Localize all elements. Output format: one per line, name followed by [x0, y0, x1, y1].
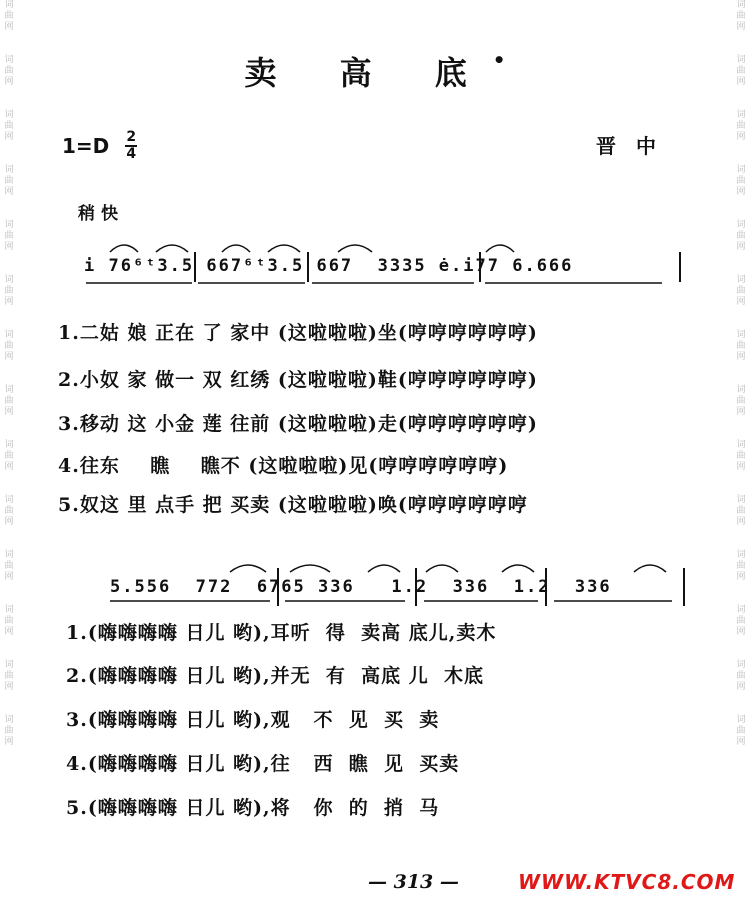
watermark-char: 词: [736, 550, 746, 560]
tempo-marking: 稍快: [78, 204, 124, 224]
watermark-char: 曲: [4, 66, 14, 76]
watermark-char: 曲: [4, 286, 14, 296]
watermark-char: 曲: [736, 396, 746, 406]
watermark-char: 网: [4, 407, 14, 417]
notation-line-2: 5.556 772 6765 336 1.2 336 1.2 336: [110, 577, 612, 597]
page-number: — 313 —: [368, 871, 459, 893]
watermark-char: 曲: [4, 11, 14, 21]
watermark-char: 网: [4, 297, 14, 307]
notation-line-1: i 76⁶ᵗ3.5 667⁶ᵗ3.5 667 3335 ė.i77 6.666: [84, 256, 574, 276]
watermark-char: 曲: [736, 726, 746, 736]
watermark-char: 词: [4, 605, 14, 615]
watermark-char: 词: [4, 440, 14, 450]
watermark-char: 网: [4, 242, 14, 252]
watermark-char: 曲: [736, 671, 746, 681]
watermark-char: 词: [736, 385, 746, 395]
slur: [222, 245, 250, 252]
slur: [230, 565, 266, 572]
watermark-char: 词: [736, 605, 746, 615]
watermark-char: 网: [736, 22, 746, 32]
watermark-char: 网: [736, 462, 746, 472]
watermark-char: 词: [736, 275, 746, 285]
watermark-char: 词: [4, 715, 14, 725]
watermark-char: 曲: [4, 616, 14, 626]
slur: [110, 245, 138, 252]
watermark-char: 词: [736, 660, 746, 670]
watermark-char: 词: [4, 55, 14, 65]
lyric-line: 2.小奴 家 做一 双 红绣 (这啦啦啦)鞋(哼哼哼哼哼哼): [58, 369, 538, 391]
lyric-line: 3.(嗨嗨嗨嗨 日儿 哟),观 不 见 买 卖: [66, 709, 440, 731]
watermark-char: 网: [736, 517, 746, 527]
watermark-char: 曲: [4, 121, 14, 131]
lyric-line: 2.(嗨嗨嗨嗨 日儿 哟),并无 有 高底 儿 木底: [66, 665, 484, 687]
watermark-char: 曲: [736, 506, 746, 516]
watermark-char: 曲: [736, 66, 746, 76]
slur: [486, 245, 514, 252]
watermark-char: 网: [4, 132, 14, 142]
watermark-char: 词: [736, 440, 746, 450]
watermark-char: 网: [736, 352, 746, 362]
slur: [634, 565, 666, 572]
watermark-char: 网: [736, 737, 746, 747]
watermark-char: 网: [4, 517, 14, 527]
site-watermark: WWW.KTVC8.COM: [518, 870, 736, 894]
lyric-line: 5.奴这 里 点手 把 买卖 (这啦啦啦)唤(哼哼哼哼哼哼: [58, 494, 528, 516]
watermark-char: 曲: [4, 671, 14, 681]
watermark-char: 词: [736, 330, 746, 340]
slur: [338, 245, 372, 252]
lyric-line: 4.往东 瞧 瞧不 (这啦啦啦)见(哼哼哼哼哼哼): [58, 455, 509, 477]
watermark-char: 网: [736, 297, 746, 307]
watermark-char: 网: [4, 352, 14, 362]
watermark-char: 词: [4, 550, 14, 560]
watermark-char: 词: [736, 715, 746, 725]
watermark-char: 曲: [736, 561, 746, 571]
watermark-char: 曲: [736, 11, 746, 21]
watermark-char: 词: [4, 0, 14, 10]
watermark-char: 网: [736, 407, 746, 417]
watermark-char: 词: [736, 55, 746, 65]
watermark-char: 曲: [4, 176, 14, 186]
watermark-char: 曲: [4, 341, 14, 351]
slur: [368, 565, 400, 572]
slur: [156, 245, 188, 252]
watermark-char: 网: [4, 627, 14, 637]
watermark-char: 网: [736, 627, 746, 637]
watermark-char: 词: [4, 275, 14, 285]
watermark-char: 词: [736, 0, 746, 10]
watermark-char: 网: [4, 682, 14, 692]
watermark-char: 词: [4, 385, 14, 395]
lyric-line: 1.(嗨嗨嗨嗨 日儿 哟),耳听 得 卖高 底儿,卖木: [66, 622, 497, 644]
watermark-char: 曲: [736, 176, 746, 186]
watermark-char: 曲: [736, 121, 746, 131]
slur: [502, 565, 534, 572]
title-mark: •: [492, 48, 506, 72]
watermark-char: 网: [4, 77, 14, 87]
watermark-char: 网: [4, 22, 14, 32]
time-signature-top: 2: [126, 129, 137, 145]
watermark-char: 网: [4, 187, 14, 197]
watermark-char: 词: [4, 495, 14, 505]
watermark-char: 词: [736, 220, 746, 230]
lyric-line: 3.移动 这 小金 莲 往前 (这啦啦啦)走(哼哼哼哼哼哼): [58, 413, 538, 435]
watermark-char: 词: [4, 660, 14, 670]
watermark-char: 网: [736, 242, 746, 252]
lyric-line: 1.二姑 娘 正在 了 家中 (这啦啦啦)坐(哼哼哼哼哼哼): [58, 322, 538, 344]
watermark-char: 曲: [736, 451, 746, 461]
watermark-char: 曲: [736, 341, 746, 351]
watermark-char: 网: [4, 572, 14, 582]
lyric-line: 4.(嗨嗨嗨嗨 日儿 哟),往 西 瞧 见 买卖: [66, 753, 460, 775]
watermark-char: 词: [736, 165, 746, 175]
watermark-char: 曲: [736, 286, 746, 296]
watermark-char: 词: [736, 110, 746, 120]
watermark-char: 曲: [4, 726, 14, 736]
watermark-char: 曲: [736, 231, 746, 241]
watermark-char: 词: [4, 220, 14, 230]
song-title-text: 卖 高 底: [244, 54, 493, 92]
watermark-char: 词: [736, 495, 746, 505]
watermark-char: 曲: [4, 561, 14, 571]
slur: [426, 565, 458, 572]
lyric-line: 5.(嗨嗨嗨嗨 日儿 哟),将 你 的 捎 马: [66, 797, 440, 819]
time-signature-bottom: 4: [126, 146, 137, 162]
watermark-char: 曲: [4, 506, 14, 516]
watermark-char: 网: [736, 77, 746, 87]
watermark-char: 词: [4, 330, 14, 340]
region-attribution: 晋中: [596, 134, 676, 158]
watermark-char: 曲: [736, 616, 746, 626]
watermark-char: 网: [4, 462, 14, 472]
watermark-char: 曲: [4, 451, 14, 461]
key-label: 1=D: [62, 134, 110, 158]
watermark-char: 网: [736, 132, 746, 142]
watermark-char: 词: [4, 165, 14, 175]
watermark-char: 网: [736, 682, 746, 692]
watermark-char: 词: [4, 110, 14, 120]
watermark-char: 曲: [4, 396, 14, 406]
watermark-char: 网: [736, 572, 746, 582]
watermark-char: 曲: [4, 231, 14, 241]
watermark-char: 网: [4, 737, 14, 747]
watermark-char: 网: [736, 187, 746, 197]
slur: [268, 245, 300, 252]
slur: [290, 565, 330, 572]
